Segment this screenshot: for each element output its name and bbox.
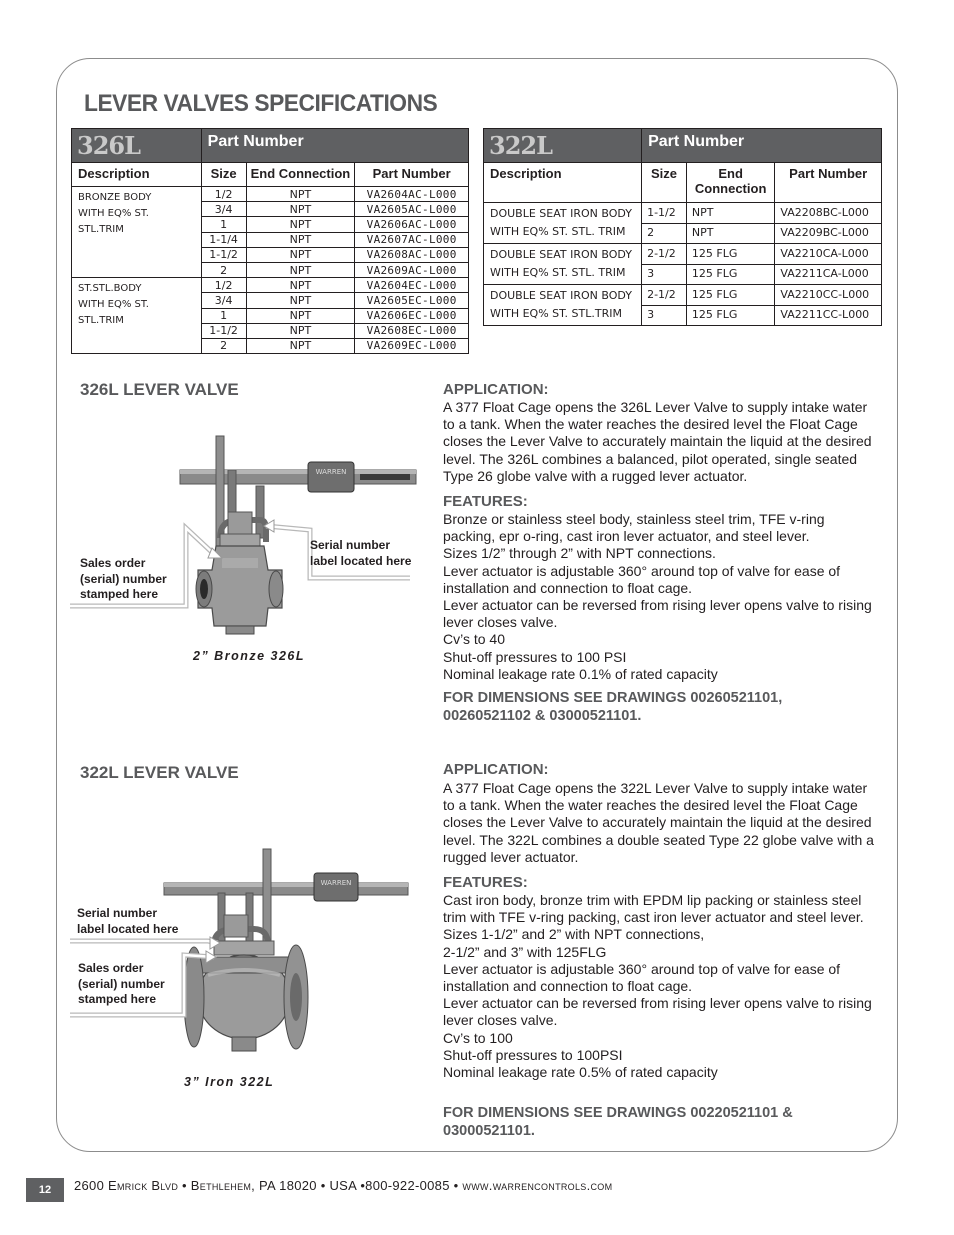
feature-item: Nominal leakage rate 0.1% of rated capacity: [443, 665, 718, 682]
callout-sales-order-322l: Sales order (serial) number stamped here: [78, 961, 165, 1006]
end-connection-cell: 125 FLG: [686, 244, 775, 265]
table-326l-part-number-header: Part Number: [201, 129, 468, 163]
size-cell: 3: [642, 305, 687, 326]
end-connection-cell: NPT: [246, 323, 355, 338]
end-connection-cell: NPT: [686, 203, 775, 224]
feature-item: Shut-off pressures to 100 PSI: [443, 648, 627, 665]
part-number-cell: VA2209BC-L000: [775, 223, 882, 244]
end-connection-cell: NPT: [246, 338, 355, 353]
part-number-cell: VA2608AC-L000: [355, 247, 469, 262]
part-number-cell: VA2605EC-L000: [355, 293, 469, 308]
table-326l: [71, 128, 469, 354]
feature-item: Bronze or stainless steel body, stainless steel trim, TFE v-ring packing, epr o-ring, cast iron lever actuator, and steel lever.: [443, 511, 825, 545]
feature-item: Sizes 1-1/2” and 2” with NPT connections,: [443, 926, 705, 943]
table-326l-model: 326L: [72, 129, 202, 163]
end-connection-cell: NPT: [246, 247, 355, 262]
end-connection-cell: NPT: [246, 217, 355, 232]
part-number-cell: VA2210CC-L000: [775, 285, 882, 306]
feature-item: Cv’s to 40: [443, 631, 505, 648]
callout-serial-number-322l: Serial number label located here: [77, 906, 179, 936]
feature-item: Lever actuator can be reversed from rising lever opens valve to rising lever closes valve.: [443, 995, 872, 1029]
features-heading-326l: FEATURES:: [443, 493, 528, 510]
application-text-326l: A 377 Float Cage opens the 326L Lever Valve to supply intake water to a tank. When the water reaches the desired level the Float Cage closes the Lever Valve to accurately maintain the liquid at the desired level. The 326L combines a balanced, pilot operated, single seated Type 26 globe valve with a rugged lever actuator.: [443, 399, 872, 484]
valve-326l-illustration: [70, 430, 422, 635]
page-number: 12: [26, 1178, 64, 1202]
feature-item: Cv’s to 100: [443, 1029, 513, 1046]
part-number-cell: VA2609EC-L000: [355, 338, 469, 353]
application-heading-326l: APPLICATION:: [443, 381, 549, 398]
table-row: [484, 244, 882, 265]
description-cell: BRONZE BODY WITH EQ% ST. STL.TRIM: [72, 187, 202, 278]
column-header-size: Size: [642, 163, 687, 203]
description-cell: DOUBLE SEAT IRON BODY WITH EQ% ST. STL. TRIM: [484, 203, 642, 244]
feature-item: Cast iron body, bronze trim with EPDM lip packing or stainless steel trim with TFE v-ring packing, cast iron lever actuator and steel lever.: [443, 892, 864, 926]
part-number-cell: VA2606AC-L000: [355, 217, 469, 232]
column-header-part-number: Part Number: [775, 163, 882, 203]
table-326l-body: [72, 187, 469, 354]
application-heading-322l: APPLICATION:: [443, 761, 549, 778]
column-header-end-connection: End Connection: [246, 163, 355, 187]
size-cell: 1-1/2: [642, 203, 687, 224]
valve-322l-illustration: [68, 845, 418, 1060]
section-title-326l: 326L LEVER VALVE: [80, 380, 239, 399]
application-text-322l: A 377 Float Cage opens the 322L Lever Valve to supply intake water to a tank. When the water reaches the desired level the Float Cage closes the Lever Valve to accurately maintain the liquid at the desired level. The 322L combines a double seated Type 22 globe valve with a rugged lever actuator.: [443, 780, 874, 865]
dimensions-note-326l: FOR DIMENSIONS SEE DRAWINGS 00260521101, 00260521102 & 03000521101.: [443, 690, 783, 724]
feature-item: Lever actuator can be reversed from rising lever opens valve to rising lever closes valve.: [443, 597, 872, 631]
size-cell: 1-1/2: [201, 323, 246, 338]
caption-326l: 2” Bronze 326L: [193, 649, 306, 663]
nameplate-326l: WARREN: [315, 468, 347, 476]
part-number-cell: VA2604AC-L000: [355, 187, 469, 202]
part-number-cell: VA2211CC-L000: [775, 305, 882, 326]
feature-item: Lever actuator is adjustable 360° around top of valve for ease of installation and connection to float cage.: [443, 562, 841, 596]
feature-item: Shut-off pressures to 100PSI: [443, 1046, 623, 1063]
size-cell: 3: [642, 264, 687, 285]
feature-item: Nominal leakage rate 0.5% of rated capacity: [443, 1064, 718, 1081]
end-connection-cell: NPT: [246, 278, 355, 293]
end-connection-cell: NPT: [246, 293, 355, 308]
size-cell: 2: [201, 338, 246, 353]
size-cell: 1/2: [201, 278, 246, 293]
part-number-cell: VA2608EC-L000: [355, 323, 469, 338]
size-cell: 2: [201, 262, 246, 277]
dimensions-note-322l: FOR DIMENSIONS SEE DRAWINGS 00220521101 & 03000521101.: [443, 1105, 793, 1139]
column-header-end-connection: End Connection: [686, 163, 775, 203]
size-cell: 3/4: [201, 202, 246, 217]
column-header-part-number: Part Number: [355, 163, 469, 187]
footer-address: 2600 Emrick Blvd • Bethlehem, PA 18020 • USA •800-922-0085 • www.warrencontrols.com: [74, 1178, 613, 1193]
nameplate-322l: WARREN: [320, 879, 352, 887]
end-connection-cell: NPT: [246, 308, 355, 323]
description-cell: DOUBLE SEAT IRON BODY WITH EQ% ST. STL. TRIM: [484, 244, 642, 285]
table-row: [484, 285, 882, 306]
part-number-cell: VA2208BC-L000: [775, 203, 882, 224]
description-cell: DOUBLE SEAT IRON BODY WITH EQ% ST. STL.TRIM: [484, 285, 642, 326]
feature-item: 2-1/2” and 3” with 125FLG: [443, 943, 607, 960]
page-title: LEVER VALVES SPECIFICATIONS: [84, 90, 438, 117]
table-row: [484, 203, 882, 224]
end-connection-cell: NPT: [686, 223, 775, 244]
caption-322l: 3” Iron 322L: [184, 1075, 275, 1089]
end-connection-cell: NPT: [246, 187, 355, 202]
size-cell: 1: [201, 217, 246, 232]
end-connection-cell: NPT: [246, 262, 355, 277]
part-number-cell: VA2609AC-L000: [355, 262, 469, 277]
size-cell: 2-1/2: [642, 244, 687, 265]
description-cell: ST.STL.BODY WITH EQ% ST. STL.TRIM: [72, 278, 202, 354]
feature-item: Sizes 1/2” through 2” with NPT connections.: [443, 545, 716, 562]
table-322l-model: 322L: [484, 129, 642, 163]
part-number-cell: VA2607AC-L000: [355, 232, 469, 247]
features-list-322l: [443, 892, 879, 1081]
part-number-cell: VA2606EC-L000: [355, 308, 469, 323]
feature-item: Lever actuator is adjustable 360° around top of valve for ease of installation and connection to float cage.: [443, 960, 841, 995]
column-header-size: Size: [201, 163, 246, 187]
column-header-description: Description: [484, 163, 642, 203]
size-cell: 1: [201, 308, 246, 323]
end-connection-cell: NPT: [246, 232, 355, 247]
size-cell: 3/4: [201, 293, 246, 308]
table-322l: [483, 128, 882, 326]
part-number-cell: VA2605AC-L000: [355, 202, 469, 217]
size-cell: 1-1/2: [201, 247, 246, 262]
table-row: [72, 278, 469, 293]
size-cell: 2: [642, 223, 687, 244]
table-322l-part-number-header: Part Number: [642, 129, 882, 163]
callout-sales-order-326l: Sales order (serial) number stamped here: [80, 556, 167, 601]
features-list-326l: [443, 511, 879, 683]
section-title-322l: 322L LEVER VALVE: [80, 763, 239, 782]
part-number-cell: VA2604EC-L000: [355, 278, 469, 293]
part-number-cell: VA2211CA-L000: [775, 264, 882, 285]
table-322l-body: [484, 203, 882, 326]
end-connection-cell: 125 FLG: [686, 305, 775, 326]
end-connection-cell: NPT: [246, 202, 355, 217]
end-connection-cell: 125 FLG: [686, 285, 775, 306]
table-row: [72, 187, 469, 202]
callout-serial-number-326l: Serial number label located here: [310, 538, 412, 568]
column-header-description: Description: [72, 163, 202, 187]
size-cell: 1/2: [201, 187, 246, 202]
size-cell: 2-1/2: [642, 285, 687, 306]
end-connection-cell: 125 FLG: [686, 264, 775, 285]
features-heading-322l: FEATURES:: [443, 874, 528, 891]
part-number-cell: VA2210CA-L000: [775, 244, 882, 265]
size-cell: 1-1/4: [201, 232, 246, 247]
